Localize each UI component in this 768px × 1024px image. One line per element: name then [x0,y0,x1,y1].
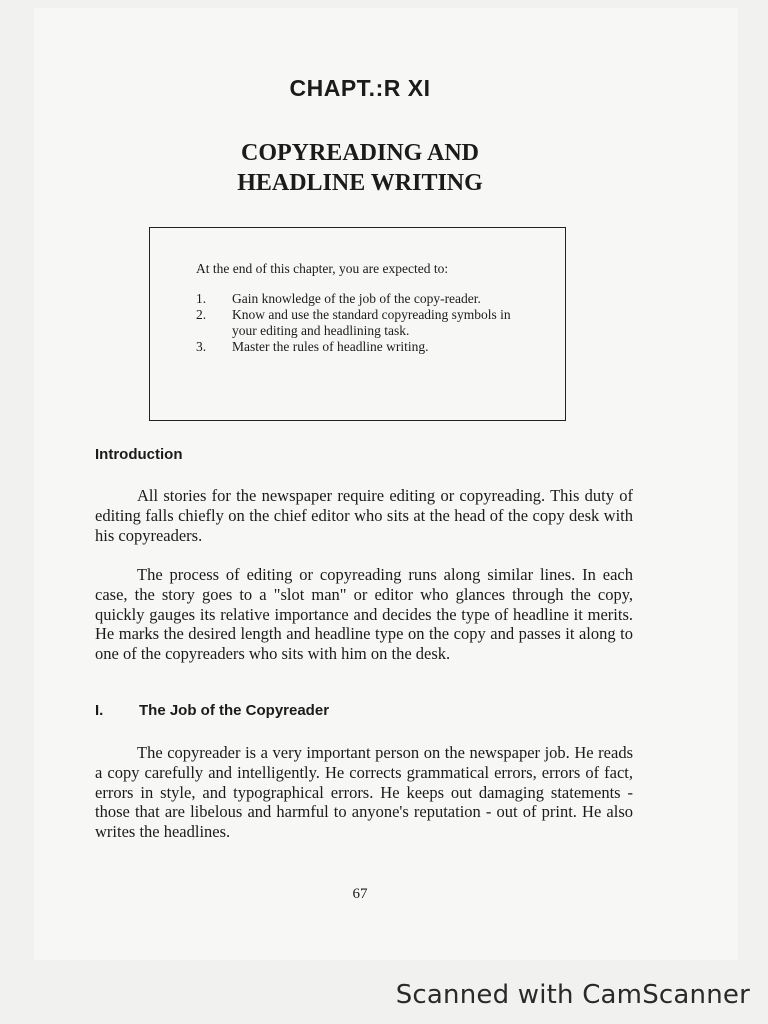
section-heading [95,702,329,719]
chapter-title-line-1: COPYREADING AND [240,140,479,166]
chapter-label: CHAPT.:R XI [289,75,431,101]
chapter-title-line-2: HEADLINE WRITING [237,170,483,196]
objective-item [196,307,526,339]
introduction-heading: Introduction [95,446,183,463]
objective-text: Master the rules of headline writing. [232,339,429,354]
objective-item [196,339,526,355]
objective-text: Gain knowledge of the job of the copy-reader. [232,291,481,306]
introduction-paragraph-2: The process of editing or copyreading runs along similar lines. In each case, the story goes to a "slot man" or editor who glances through the copy, quickly gauges its relative importance and decides the type of headline it merits. He marks the desired length and headline type on the copy and passes it along to one of the copyreaders who sits with him on the desk. [95,565,633,664]
objective-number: 3. [196,339,207,354]
objectives-intro: At the end of this chapter, you are expected to: [196,261,449,276]
section-paragraph: The copyreader is a very important person on the newspaper job. He reads a copy carefully and intelligently. He corrects grammatical errors, errors of fact, errors in style, and typographical errors. He keeps out damaging statements - those that are libelous and harmful to anyone's reputation - out of print. He also writes the headlines. [95,743,633,842]
section-title: The Job of the Copyreader [139,702,330,719]
objective-item [196,291,526,307]
chapter-title [0,138,720,198]
objectives-box [149,227,566,421]
objective-text: Know and use the standard copyreading symbols in your editing and headlining task. [232,307,511,338]
scanner-watermark: Scanned with CamScanner [395,980,750,1010]
objective-number: 1. [196,291,207,306]
objective-number: 2. [196,307,207,322]
introduction-paragraph-1: All stories for the newspaper require editing or copyreading. This duty of editing falls chiefly on the chief editor who sits at the head of the copy desk with his copyreaders. [95,486,633,545]
objectives-list [196,291,526,355]
section-number: I. [95,702,104,719]
page-number: 67 [352,886,368,902]
